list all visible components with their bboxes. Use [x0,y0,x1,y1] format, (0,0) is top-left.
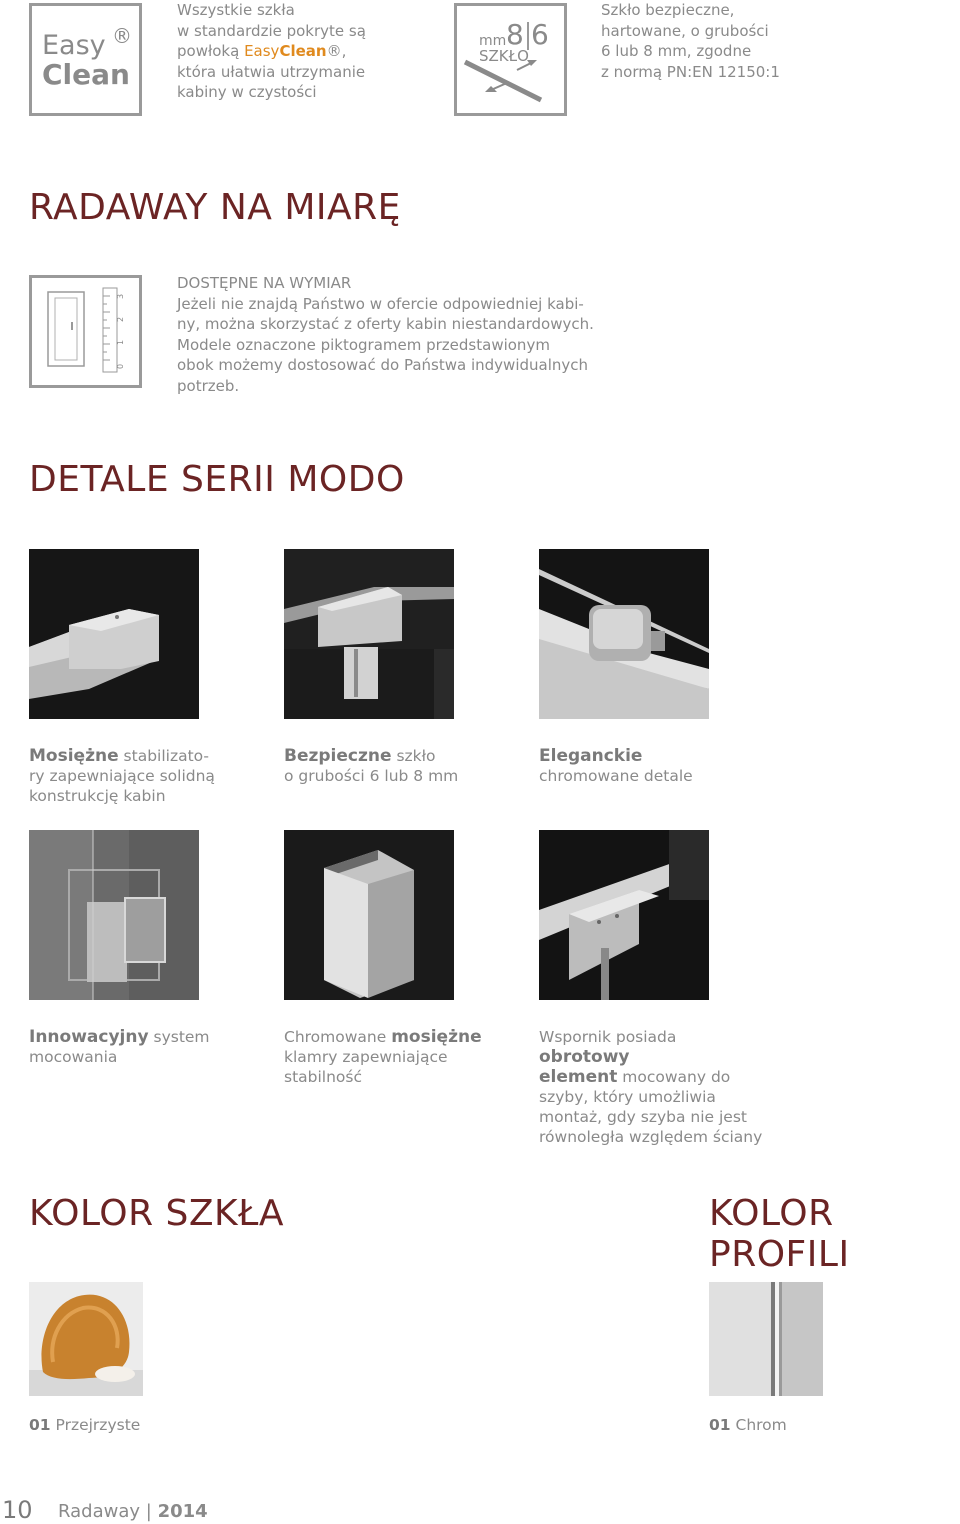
glass-line3: 6 lub 8 mm, zgodne [601,42,752,60]
glass-swatch-clear [29,1282,143,1396]
na-miare-description [177,273,597,396]
glass-swatch-label: 01 Przejrzyste [29,1416,141,1434]
glass-line2: hartowane, o grubości [601,21,769,40]
section-heading-kolor-profili: KOLOR PROFILI [709,1193,850,1275]
glass-line4: z normą PN:EN 12150:1 [601,62,780,81]
easyclean-line5: kabiny w czystości [177,83,317,101]
glass-pane-icon [457,56,564,111]
detail-caption-5: Chromowane mosiężne klamry zapewniające stabilność [284,1027,482,1086]
easyclean-description [177,0,417,103]
profile-swatch-label: 01 Chrom [709,1416,787,1434]
registered-icon: ® [112,24,132,48]
easyclean-logo-reg: Clean [42,58,130,91]
icon-8: 8 [506,18,524,51]
easyclean-logo-easy: Easy [42,30,106,61]
ruler-tick-1: 1 [116,339,126,346]
section-heading-detale: DETALE SERII MODO [29,459,405,500]
section-heading-kolor-szkla: KOLOR SZKŁA [29,1193,285,1234]
na-miare-line: Modele oznaczone piktogramem przedstawionym [177,335,550,354]
page-number: 10 [2,1496,33,1524]
detail-photo-glass [284,549,454,719]
na-miare-line: potrzeb. [177,376,240,395]
glass-line1: Szkło bezpieczne, [601,1,735,19]
detail-photo-chrome [539,549,709,719]
ruler-tick-2: 2 [116,316,126,323]
easyclean-line2: w standardzie pokryte są [177,21,366,40]
na-miare-title: DOSTĘPNE NA WYMIAR [177,274,352,292]
icon-divider [527,22,529,50]
na-miare-line: obok możemy dostosować do Państwa indywidualnych [177,356,589,374]
profile-swatch-chrome [709,1282,823,1396]
detail-photo-mounting [29,830,199,1000]
easyclean-line4: która ułatwia utrzymanie [177,62,366,81]
icon-mm: mm [479,33,507,49]
glass-thickness-icon [454,3,567,116]
detail-caption-3: Eleganckie chromowane detale [539,746,693,785]
detail-caption-6: Wspornik posiada obrotowy element mocowany do szyby, który umożliwia montaż, gdy szyba nie jest równoległa względem ściany [539,1028,763,1146]
detail-photo-clamp [284,830,454,1000]
icon-6: 6 [531,18,549,51]
ruler-tick-0: 0 [116,363,126,370]
custom-size-icon [29,275,142,388]
detail-caption-1: Mosiężne stabilizato- ry zapewniające solidną konstrukcję kabin [29,746,215,805]
easyclean-line3: powłoką EasyClean®, [177,42,347,60]
ruler-tick-3: 3 [116,293,126,300]
section-heading-na-miare: RADAWAY NA MIARĘ [29,187,401,228]
detail-caption-4: Innowacyjny system mocowania [29,1027,210,1066]
easyclean-logo [29,3,142,116]
na-miare-line: Jeżeli nie znajdą Państwo w ofercie odpowiedniej kabi- [177,294,584,313]
icon-label: SZKŁO [479,47,529,65]
footer-brand: Radaway | 2014 [58,1501,208,1522]
na-miare-line: ny, można skorzystać z oferty kabin niestandardowych. [177,315,594,333]
easyclean-line1: Wszystkie szkła [177,1,295,19]
glass-description [601,0,841,82]
detail-caption-2: Bezpieczne szkło o grubości 6 lub 8 mm [284,746,459,785]
detail-photo-stabilizer [29,549,199,719]
detail-photo-bracket [539,830,709,1000]
